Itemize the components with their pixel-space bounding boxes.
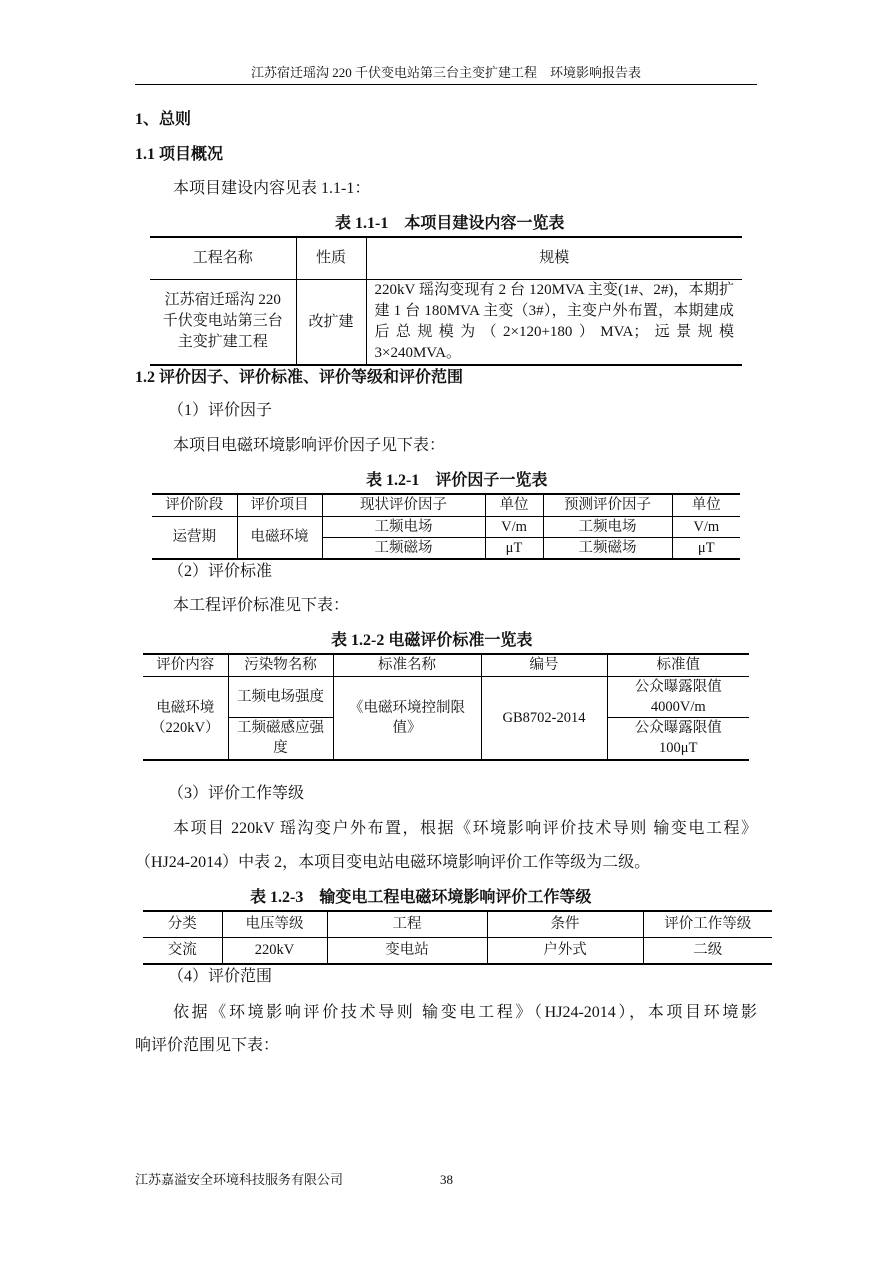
limit-label: 公众曝露限值 — [634, 678, 722, 695]
grade-paragraph-line: 本项目 220kV 瑶沟变户外布置，根据《环境影响评价技术导则 输变电工程》 — [173, 820, 757, 837]
grade-paragraph-line: （HJ24-2014）中表 2，本项目变电站电磁环境影响评价工作等级为二级。 — [135, 854, 651, 871]
pollutant-cell: 工频磁感应强度 — [228, 717, 333, 760]
stage-cell: 运营期 — [152, 516, 237, 559]
table-header-row — [143, 911, 772, 937]
header-cell: 现状评价因子 — [322, 494, 485, 516]
condition-cell: 户外式 — [487, 937, 643, 964]
predicted-factor-cell: 工频磁场 — [543, 537, 672, 559]
header-cell: 单位 — [485, 494, 543, 516]
scope-paragraph-line: 依据《环境影响评价技术导则 输变电工程》（HJ24-2014），本项目环境影 — [173, 1004, 757, 1021]
header-cell: 评价项目 — [237, 494, 322, 516]
header-cell: 评价内容 — [143, 654, 228, 676]
header-cell: 污染物名称 — [228, 654, 333, 676]
header-rule — [135, 84, 757, 85]
section-1-1-title: 1.1 项目概况 — [135, 146, 224, 163]
table-row — [143, 676, 749, 717]
table-1-2-2-caption: 表 1.2-2 电磁评价标准一览表 — [331, 632, 533, 649]
page-number: 38 — [440, 1172, 453, 1187]
table-1-2-1 — [152, 493, 740, 560]
footer-company: 江苏嘉溢安全环境科技服务有限公司 — [135, 1172, 344, 1187]
category-cell: 交流 — [143, 937, 222, 964]
table-1-1-caption: 表 1.1-1 本项目建设内容一览表 — [335, 215, 565, 232]
table-1-2-3 — [143, 910, 772, 965]
header-cell: 工程名称 — [150, 237, 296, 279]
header-cell: 电压等级 — [222, 911, 327, 937]
table-header-row — [143, 654, 749, 676]
standard-code-cell: GB8702-2014 — [481, 676, 607, 760]
header-cell: 工程 — [327, 911, 487, 937]
table-1-2-2 — [143, 653, 749, 761]
header-cell: 分类 — [143, 911, 222, 937]
project-name-cell: 江苏宿迁瑶沟 220 千伏变电站第三台主变扩建工程 — [150, 279, 296, 365]
header-cell: 标准值 — [607, 654, 749, 676]
standard-name-cell: 《电磁环境控制限值》 — [333, 676, 481, 760]
section-1-2-title: 1.2 评价因子、评价标准、评价等级和评价范围 — [135, 369, 464, 386]
evaluation-content-cell: 电磁环境（220kV） — [143, 676, 228, 760]
section-1-1-intro: 本项目建设内容见表 1.1-1： — [173, 180, 371, 197]
table-header-row — [152, 494, 740, 516]
header-cell: 条件 — [487, 911, 643, 937]
table-header-row — [150, 237, 742, 279]
factors-heading: （1）评价因子 — [168, 402, 273, 419]
table-1-2-3-caption: 表 1.2-3 输变电工程电磁环境影响评价工作等级 — [250, 889, 592, 906]
header-cell: 预测评价因子 — [543, 494, 672, 516]
current-factor-cell: 工频磁场 — [322, 537, 485, 559]
grade-heading: （3）评价工作等级 — [168, 785, 305, 802]
factors-intro: 本项目电磁环境影响评价因子见下表： — [173, 437, 446, 454]
standards-heading: （2）评价标准 — [168, 563, 273, 580]
table-1-2-1-caption: 表 1.2-1 评价因子一览表 — [366, 472, 548, 489]
limit-value: 4000V/m — [650, 698, 706, 715]
standard-value-cell — [607, 676, 749, 717]
running-header-title: 江苏宿迁瑶沟 220 千伏变电站第三台主变扩建工程 环境影响报告表 — [250, 65, 641, 80]
standard-value-cell — [607, 717, 749, 760]
project-scale-cell: 220kV 瑶沟变现有 2 台 120MVA 主变(1#、2#)，本期扩建 1 台 180MVA 主变（3#），主变户外布置，本期建成后总规模为（2×120+180）MVA；远景规模 3×240MVA。 — [366, 279, 742, 365]
limit-value: 100μT — [659, 740, 698, 757]
current-unit-cell: μT — [485, 537, 543, 559]
scope-heading: （4）评价范围 — [168, 968, 273, 985]
header-cell: 编号 — [481, 654, 607, 676]
project-cell: 变电站 — [327, 937, 487, 964]
voltage-cell: 220kV — [222, 937, 327, 964]
predicted-unit-cell: μT — [672, 537, 740, 559]
header-cell: 评价工作等级 — [643, 911, 772, 937]
chapter-title: 1、总则 — [135, 111, 192, 128]
scope-paragraph-line: 响评价范围见下表： — [135, 1037, 280, 1054]
header-cell: 性质 — [296, 237, 366, 279]
project-nature-cell: 改扩建 — [296, 279, 366, 365]
header-cell: 规模 — [366, 237, 742, 279]
table-row — [150, 279, 742, 365]
limit-label: 公众曝露限值 — [634, 720, 722, 737]
table-row — [143, 937, 772, 964]
table-row — [152, 516, 740, 537]
predicted-unit-cell: V/m — [672, 516, 740, 537]
predicted-factor-cell: 工频电场 — [543, 516, 672, 537]
standards-intro: 本工程评价标准见下表： — [173, 597, 350, 614]
table-1-1 — [150, 236, 742, 366]
pollutant-cell: 工频电场强度 — [228, 676, 333, 717]
current-factor-cell: 工频电场 — [322, 516, 485, 537]
header-cell: 标准名称 — [333, 654, 481, 676]
current-unit-cell: V/m — [485, 516, 543, 537]
level-cell: 二级 — [643, 937, 772, 964]
header-cell: 单位 — [672, 494, 740, 516]
item-cell: 电磁环境 — [237, 516, 322, 559]
header-cell: 评价阶段 — [152, 494, 237, 516]
